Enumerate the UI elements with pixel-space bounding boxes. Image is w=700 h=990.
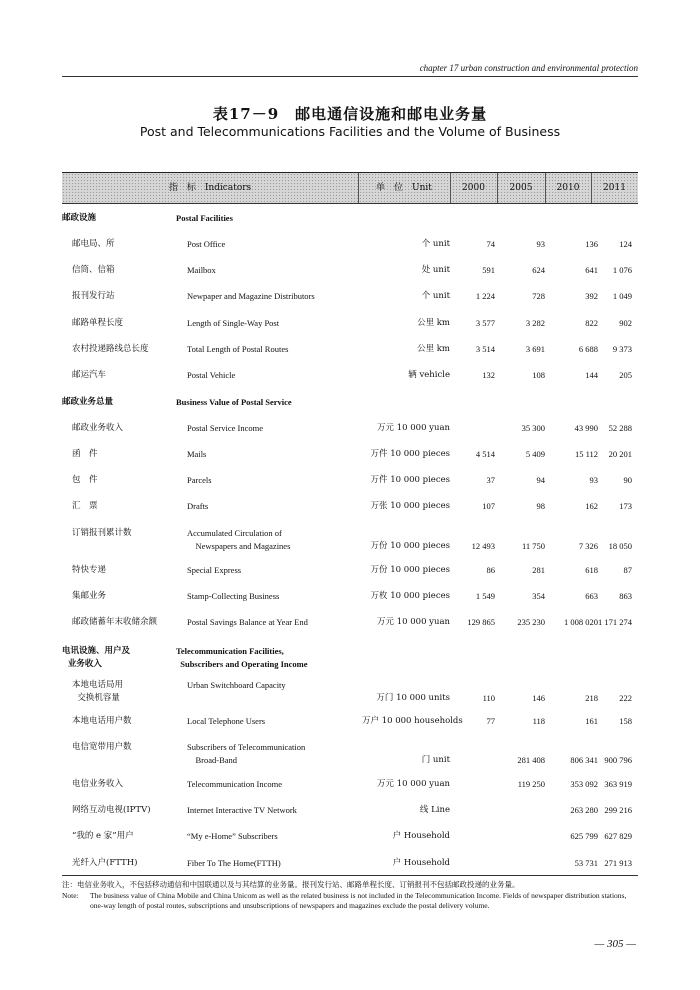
indicator-english: Postal Service Income (187, 423, 264, 433)
note-english-text: The business value of China Mobile and China Unicom as well as the related business is not included in the Telecommunication Income. Fields of newspaper distribution stations, one-way length of postal routes, subscriptions and unsubscriptions of newspapers and magazines exclude the postal delivery volume. (90, 891, 627, 910)
indicator-chinese: 汇 票 (72, 501, 98, 511)
indicator-english: Postal Facilities (176, 213, 233, 223)
value-cell: 20 201 (608, 449, 632, 459)
value-cell: 53 731 (574, 858, 598, 868)
value-cell: 146 (532, 693, 545, 703)
value-cell: 235 230 (517, 617, 545, 627)
indicator-english: “My e-Home” Subscribers (187, 831, 278, 841)
header-indicator: 指 标 Indicators (168, 183, 252, 193)
value-cell: 87 (623, 565, 632, 575)
value-cell: 124 (619, 239, 632, 249)
value-cell: 118 (532, 716, 545, 726)
indicator-english: Telecommunication Facilities, Subscribers and Operating Income (176, 646, 308, 669)
unit-cell: 万户 10 000 households (362, 716, 463, 726)
page-number: — 305 — (594, 938, 636, 950)
running-head: chapter 17 urban construction and environmental protection (419, 63, 638, 73)
value-cell: 119 250 (517, 779, 545, 789)
indicator-chinese: 电讯设施、用户及 业务收入 (62, 646, 131, 669)
value-cell: 74 (486, 239, 495, 249)
indicator-english: Postal Vehicle (187, 370, 236, 380)
indicator-chinese: 邮路单程长度 (72, 318, 124, 328)
value-cell: 353 092 (570, 779, 598, 789)
value-cell: 90 (623, 475, 632, 485)
indicator-chinese: 集邮业务 (72, 591, 107, 601)
indicator-chinese: 包 件 (72, 475, 98, 485)
indicator-chinese: 网络互动电视(IPTV) (72, 805, 151, 815)
header-unit: 单 位 Unit (376, 183, 432, 193)
unit-cell: 公里 km (417, 318, 450, 328)
value-cell: 158 (619, 716, 632, 726)
value-cell: 7 326 (578, 541, 598, 551)
unit-cell: 万元 10 000 yuan (377, 423, 450, 433)
value-cell: 43 990 (574, 423, 598, 433)
value-cell: 9 373 (612, 344, 632, 354)
note-english (62, 891, 638, 911)
value-cell: 863 (619, 591, 632, 601)
value-cell: 625 799 (570, 831, 598, 841)
unit-cell: 辆 vehicle (408, 370, 450, 380)
indicator-english: Drafts (187, 501, 209, 511)
unit-cell: 万元 10 000 yuan (377, 779, 450, 789)
value-cell: 110 (482, 693, 495, 703)
indicator-chinese: 邮政业务收入 (72, 423, 124, 433)
value-cell: 37 (486, 475, 495, 485)
value-cell: 162 (585, 501, 598, 511)
unit-cell: 户 Household (392, 858, 450, 868)
unit-cell: 万枚 10 000 pieces (370, 591, 450, 601)
indicator-chinese: 报刊发行站 (72, 291, 115, 301)
value-cell: 4 514 (475, 449, 495, 459)
value-cell: 363 919 (604, 779, 632, 789)
value-cell: 663 (585, 591, 598, 601)
value-cell: 641 (585, 265, 598, 275)
value-cell: 132 (482, 370, 495, 380)
value-cell: 902 (619, 318, 632, 328)
indicator-english: Telecommunication Income (187, 779, 282, 789)
indicator-english: Fiber To The Home(FTTH) (187, 858, 281, 868)
value-cell: 627 829 (604, 831, 632, 841)
value-cell: 129 865 (467, 617, 495, 627)
value-cell: 161 (585, 716, 598, 726)
value-cell: 93 (589, 475, 598, 485)
value-cell: 618 (585, 565, 598, 575)
value-cell: 107 (482, 501, 495, 511)
value-cell: 1 549 (475, 591, 495, 601)
value-cell: 591 (482, 265, 495, 275)
indicator-chinese: 订销报刊累计数 (72, 528, 132, 538)
indicator-english: Urban Switchboard Capacity (187, 680, 286, 690)
unit-cell: 户 Household (392, 831, 450, 841)
indicator-english: Mails (187, 449, 207, 459)
indicator-english: Stamp-Collecting Business (187, 591, 280, 601)
unit-cell: 门 unit (421, 755, 450, 765)
indicator-chinese: 电信业务收入 (72, 779, 124, 789)
value-cell: 900 796 (604, 755, 632, 765)
value-cell: 392 (585, 291, 598, 301)
indicator-chinese: 本地电话局用 交换机容量 (72, 680, 124, 703)
header-year-2005: 2005 (509, 183, 533, 193)
unit-cell: 处 unit (421, 265, 450, 275)
value-cell: 1 049 (612, 291, 632, 301)
table-bottom-rule (62, 875, 638, 876)
indicator-english: Business Value of Postal Service (176, 397, 292, 407)
unit-cell: 万门 10 000 units (376, 693, 450, 703)
unit-cell: 万份 10 000 pieces (370, 541, 450, 551)
indicator-chinese: 邮政储蓄年末收储余额 (72, 617, 158, 627)
value-cell: 144 (585, 370, 598, 380)
indicator-english: Total Length of Postal Routes (187, 344, 289, 354)
value-cell: 354 (532, 591, 545, 601)
value-cell: 728 (532, 291, 545, 301)
indicator-chinese: 函 件 (72, 449, 98, 459)
header-year-2011: 2011 (603, 183, 626, 193)
indicator-english: Parcels (187, 475, 212, 485)
indicator-chinese: “我的 e 家”用户 (72, 831, 134, 841)
value-cell: 12 493 (471, 541, 495, 551)
value-cell: 98 (536, 501, 545, 511)
note-chinese: 注：电信业务收入，不包括移动通信和中国联通以及与其结算的业务量。报刊发行站、邮路单程长度、订销报刊不包括邮政投递的业务量。 (62, 880, 520, 889)
value-cell: 299 216 (604, 805, 632, 815)
indicator-english: Local Telephone Users (187, 716, 266, 726)
value-cell: 93 (536, 239, 545, 249)
value-cell: 35 300 (521, 423, 545, 433)
indicator-chinese: 信筒、信箱 (72, 265, 115, 275)
value-cell: 86 (486, 565, 495, 575)
value-cell: 5 409 (525, 449, 545, 459)
indicator-chinese: 特快专递 (72, 565, 107, 575)
value-cell: 11 750 (521, 541, 545, 551)
unit-cell: 公里 km (417, 344, 450, 354)
indicator-chinese: 邮运汽车 (72, 370, 107, 380)
indicator-chinese: 邮政业务总量 (62, 397, 114, 407)
table-header (62, 173, 638, 204)
indicator-chinese: 本地电话用户数 (72, 716, 132, 726)
value-cell: 15 112 (574, 449, 598, 459)
value-cell: 281 408 (517, 755, 545, 765)
indicator-english: Subscribers of Telecommunication Broad-Band (187, 742, 306, 765)
value-cell: 3 282 (525, 318, 545, 328)
value-cell: 218 (585, 693, 598, 703)
value-cell: 3 514 (475, 344, 495, 354)
indicator-english: Mailbox (187, 265, 216, 275)
value-cell: 94 (536, 475, 545, 485)
indicator-english: Newpaper and Magazine Distributors (187, 291, 315, 301)
value-cell: 3 691 (525, 344, 545, 354)
table-title-chinese: 表17－9 邮电通信设施和邮电业务量 (212, 105, 488, 123)
header-rule (62, 76, 638, 77)
unit-cell: 万份 10 000 pieces (370, 565, 450, 575)
value-cell: 18 050 (608, 541, 632, 551)
indicator-english: Special Express (187, 565, 242, 575)
value-cell: 624 (532, 265, 545, 275)
indicator-chinese: 光纤入户(FTTH) (72, 858, 138, 868)
value-cell: 6 688 (578, 344, 598, 354)
value-cell: 1 171 274 (598, 617, 632, 627)
value-cell: 281 (532, 565, 545, 575)
unit-cell: 万件 10 000 pieces (370, 475, 450, 485)
value-cell: 173 (619, 501, 632, 511)
header-year-2000: 2000 (462, 183, 485, 193)
value-cell: 806 341 (570, 755, 598, 765)
header-year-2010: 2010 (556, 183, 580, 193)
value-cell: 222 (619, 693, 632, 703)
value-cell: 52 288 (608, 423, 632, 433)
indicator-english: Post Office (187, 239, 226, 249)
unit-cell: 万元 10 000 yuan (377, 617, 450, 627)
indicator-english: Internet Interactive TV Network (187, 805, 297, 815)
indicator-english: Postal Savings Balance at Year End (187, 617, 308, 627)
value-cell: 271 913 (604, 858, 632, 868)
indicator-chinese: 农村投递路线总长度 (72, 344, 149, 354)
value-cell: 3 577 (475, 318, 495, 328)
indicator-chinese: 邮政设施 (62, 213, 97, 223)
unit-cell: 万件 10 000 pieces (370, 449, 450, 459)
value-cell: 822 (585, 318, 598, 328)
table-title-english: Post and Telecommunications Facilities and the Volume of Business (139, 124, 561, 139)
unit-cell: 个 unit (421, 291, 450, 301)
indicator-chinese: 电信宽带用户数 (72, 742, 132, 752)
value-cell: 1 076 (612, 265, 632, 275)
value-cell: 1 224 (475, 291, 495, 301)
indicator-chinese: 邮电局、所 (72, 239, 115, 249)
indicator-english: Accumulated Circulation of Newspapers and Magazines (187, 528, 291, 551)
unit-cell: 线 Line (419, 805, 450, 815)
value-cell: 263 280 (570, 805, 598, 815)
value-cell: 108 (532, 370, 545, 380)
value-cell: 1 008 020 (564, 617, 598, 627)
unit-cell: 个 unit (421, 239, 450, 249)
value-cell: 136 (585, 239, 598, 249)
unit-cell: 万张 10 000 pieces (370, 501, 450, 511)
value-cell: 77 (486, 716, 495, 726)
value-cell: 205 (619, 370, 632, 380)
note-label: Note: (62, 891, 79, 900)
indicator-english: Length of Single-Way Post (187, 318, 280, 328)
